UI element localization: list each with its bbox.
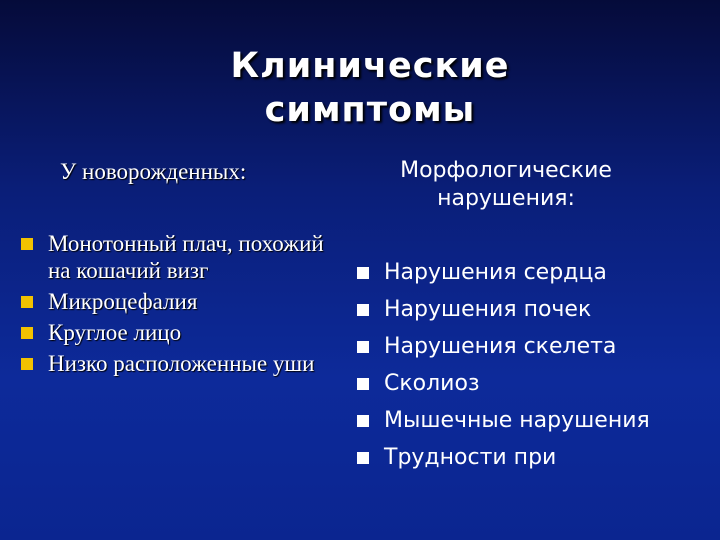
square-bullet-icon bbox=[21, 238, 33, 250]
square-bullet-icon bbox=[357, 452, 369, 464]
morphology-list bbox=[356, 256, 706, 474]
list-item-label: Нарушения почек bbox=[384, 297, 592, 322]
list-item bbox=[356, 367, 706, 400]
slide-title bbox=[150, 44, 590, 132]
list-item bbox=[356, 293, 706, 326]
square-bullet-icon bbox=[21, 327, 33, 339]
newborn-symptoms-list bbox=[20, 230, 340, 377]
list-item-label: Круглое лицо bbox=[48, 320, 182, 345]
title-line-2: симптомы bbox=[264, 90, 476, 130]
square-bullet-icon bbox=[21, 358, 33, 370]
square-bullet-icon bbox=[357, 415, 369, 427]
list-item-label: Трудности при bbox=[384, 445, 557, 470]
list-item-label: Нарушения скелета bbox=[384, 334, 617, 359]
square-bullet-icon bbox=[357, 341, 369, 353]
list-item bbox=[356, 330, 706, 363]
list-item-label: Монотонный плач, похожий на кошачий визг bbox=[48, 231, 324, 283]
right-column bbox=[356, 157, 706, 478]
list-item bbox=[356, 441, 706, 474]
list-item bbox=[20, 350, 340, 377]
left-column bbox=[20, 158, 340, 381]
square-bullet-icon bbox=[357, 267, 369, 279]
list-item-label: Низко расположенные уши bbox=[48, 351, 315, 376]
square-bullet-icon bbox=[357, 304, 369, 316]
list-item bbox=[356, 404, 706, 437]
morphology-heading-line-1: Морфологические bbox=[400, 158, 612, 183]
list-item-label: Нарушения сердца bbox=[384, 260, 607, 285]
newborns-heading: У новорожденных: bbox=[60, 159, 247, 184]
list-item-label: Мышечные нарушения bbox=[384, 408, 650, 433]
morphology-heading bbox=[356, 157, 656, 213]
list-item bbox=[20, 288, 340, 315]
square-bullet-icon bbox=[21, 296, 33, 308]
square-bullet-icon bbox=[357, 378, 369, 390]
list-item bbox=[20, 230, 340, 284]
list-item-label: Сколиоз bbox=[384, 371, 480, 396]
list-item bbox=[20, 319, 340, 346]
morphology-heading-line-2: нарушения: bbox=[437, 186, 575, 211]
list-item bbox=[356, 256, 706, 289]
list-item-label: Микроцефалия bbox=[48, 289, 198, 314]
title-line-1: Клинические bbox=[230, 46, 510, 86]
